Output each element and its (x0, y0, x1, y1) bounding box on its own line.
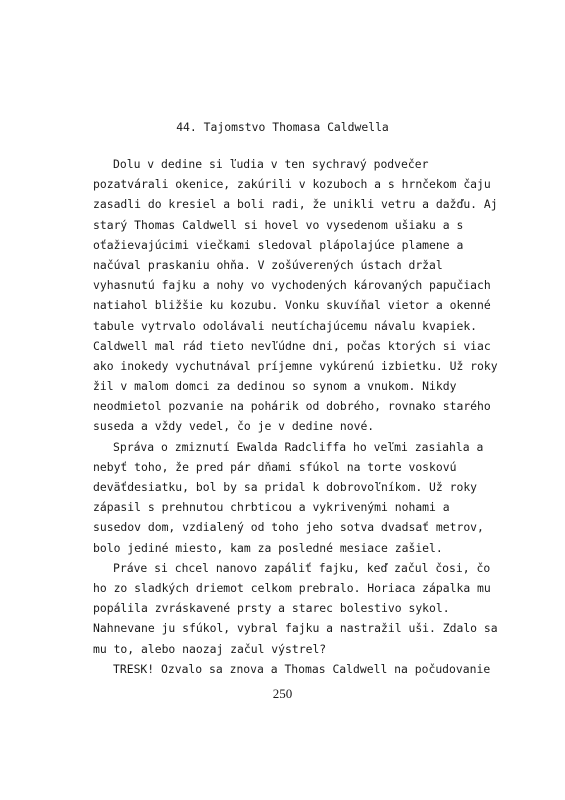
text-line: načúval praskaniu ohňa. V zošúverených ústach držal (93, 257, 443, 272)
text-line: Správa o zmiznutí Ewalda Radcliffa ho veľmi zasiahla a (113, 439, 484, 454)
text-line: Práve si chcel nanovo zapáliť fajku, keď začul čosi, čo (113, 560, 491, 575)
text-line: neodmietol pozvanie na pohárik od dobrého, rovnako starého (93, 399, 491, 414)
text-line: bolo jediné miesto, kam za posledné mesiace zašiel. (93, 540, 443, 555)
text-line: mu to, alebo naozaj začul výstrel? (93, 641, 327, 656)
text-line: deväťdesiatku, bol by sa pridal k dobrovoľníkom. Už roky (93, 480, 478, 494)
text-line: vyhasnutú fajku a nohy vo vychodených károvaných papučiach (93, 278, 491, 293)
text-line: pozatvárali okenice, zakúrili v kozuboch a s hrnčekom čaju (93, 177, 491, 192)
text-line: Dolu v dedine si ľudia v ten sychravý podvečer (113, 157, 429, 171)
text-line: Nahnevane ju sfúkol, vybral fajku a nastražil uši. Zdalo sa (93, 621, 498, 636)
text-line: zápasil s prehnutou chrbticou a vykrivenými nohami a (93, 500, 450, 515)
body-text (93, 154, 513, 679)
text-line: ho zo sladkých driemot celkom prebralo. Horiaca zápalka mu (93, 580, 491, 595)
chapter-title: 44. Tajomstvo Thomasa Caldwella (176, 120, 389, 134)
text-line: tabule vytrvalo odolávali neutíchajúcemu návalu kvapiek. (93, 318, 478, 333)
text-line: popálila zvráskavené prsty a starec bolestivo sykol. (93, 601, 450, 616)
text-line: oťažievajúcimi viečkami sledoval plápolajúce plamene a (93, 237, 464, 252)
text-line: zasadli do kresiel a boli radi, že unikli vetru a dažďu. Aj (93, 197, 498, 212)
text-line: starý Thomas Caldwell si hovel vo vysedenom ušiaku a s (93, 217, 464, 232)
text-line: susedov dom, vzdialený od toho jeho sotva dvadsať metrov, (93, 520, 484, 535)
text-line: ako inokedy vychutnával príjemne vykúrenú izbietku. Už roky (93, 358, 498, 373)
page-number: 250 (272, 686, 293, 701)
text-line: TRESK! Ozvalo sa znova a Thomas Caldwell na počudovanie (113, 661, 491, 676)
text-line: žil v malom domci za dedinou so synom a vnukom. Nikdy (93, 379, 457, 394)
text-line: natiahol bližšie ku kozubu. Vonku skuvíňal vietor a okenné (93, 298, 491, 313)
text-line: nebyť toho, že pred pár dňami sfúkol na torte voskovú (93, 459, 457, 474)
text-line: Caldwell mal rád tieto nevľúdne dni, počas ktorých si viac (93, 338, 491, 353)
text-line: suseda a vždy vedel, čo je v dedine nové. (93, 419, 375, 434)
